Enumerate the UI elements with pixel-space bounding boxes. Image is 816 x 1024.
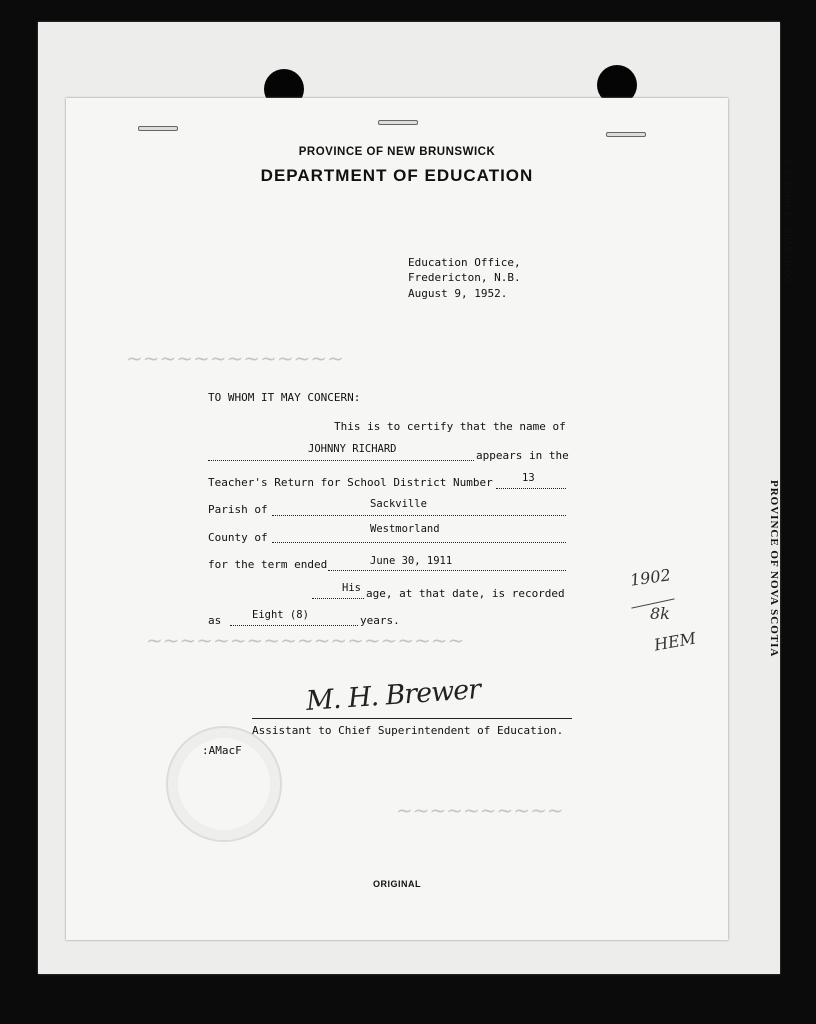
as-label: as <box>208 614 222 627</box>
appears-text: appears in the <box>476 449 569 462</box>
county-value: Westmorland <box>370 523 440 535</box>
original-stamp: ORIGINAL <box>373 879 421 889</box>
salutation: TO WHOM IT MAY CONCERN: <box>208 391 361 404</box>
signature-line <box>252 718 572 719</box>
signatory-title: Assistant to Chief Superintendent of Education. <box>252 724 564 737</box>
office-date: August 9, 1952. <box>408 287 508 300</box>
name-line <box>208 460 474 461</box>
pronoun-value: His <box>342 582 361 594</box>
pronoun-line <box>312 598 364 599</box>
age-value: Eight (8) <box>252 609 309 621</box>
staple <box>138 126 178 131</box>
province-nova-scotia-label: PROVINCE OF NOVA SCOTIA <box>768 480 780 658</box>
district-label: Teacher's Return for School District Number <box>208 476 493 489</box>
county-line <box>272 542 566 543</box>
term-ended-value: June 30, 1911 <box>370 555 453 567</box>
district-line <box>496 488 566 489</box>
margin-note-year: 1902 <box>628 565 672 590</box>
age-text: age, at that date, is recorded <box>366 587 565 600</box>
bleed-through-mark: ~~~~~~~~~~~~~ <box>126 346 344 370</box>
parish-label: Parish of <box>208 503 268 516</box>
parish-line <box>272 515 566 516</box>
bleed-through-mark: ~~~~~~~~~~~~~~~~~~~ <box>146 628 465 652</box>
certificate-sheet <box>66 98 728 940</box>
certify-text: This is to certify that the name of <box>334 420 566 433</box>
signature: M. H. Brewer <box>305 673 482 718</box>
office-address-line: Education Office, <box>408 256 521 269</box>
province-heading: PROVINCE OF NEW BRUNSWICK <box>298 146 496 158</box>
staple <box>606 132 646 137</box>
parish-value: Sackville <box>370 498 427 510</box>
bleed-through-mark: ~~~~~~~~~~ <box>396 798 564 822</box>
county-label: County of <box>208 531 268 544</box>
term-label: for the term ended <box>208 558 328 571</box>
department-heading: DEPARTMENT OF EDUCATION <box>260 166 534 185</box>
typist-initials: :AMacF <box>202 744 242 757</box>
term-line <box>328 570 566 571</box>
student-name: JOHNNY RICHARD <box>308 443 397 455</box>
office-address-line: Fredericton, N.B. <box>408 271 521 284</box>
years-label: years. <box>360 614 400 627</box>
margin-note-line: 8k <box>650 604 670 623</box>
district-number: 13 <box>522 472 535 484</box>
form-number: V.S. Form 1—10M-10-50 <box>782 158 794 283</box>
staple <box>378 120 418 125</box>
margin-note-initials: HEM <box>652 628 698 655</box>
age-line <box>230 625 358 626</box>
